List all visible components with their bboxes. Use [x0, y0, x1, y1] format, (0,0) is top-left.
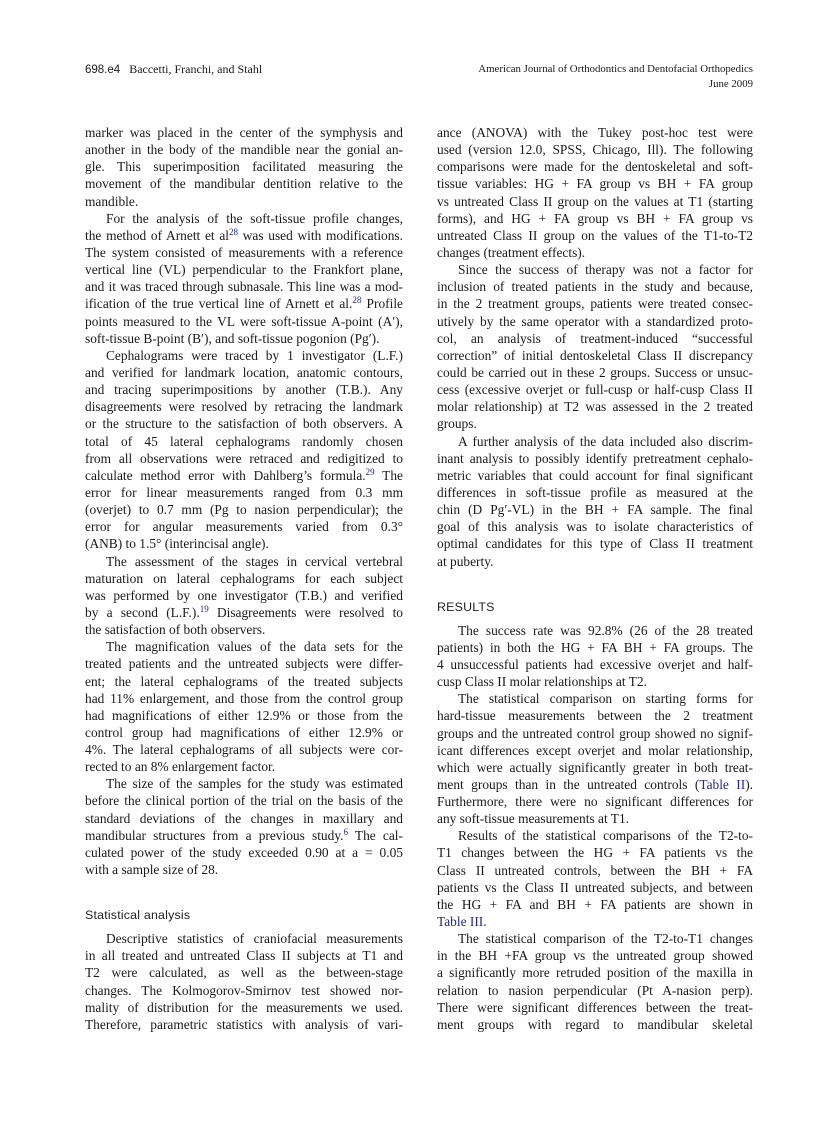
text-run: goal of this analysis was to isolate characteristics of	[437, 519, 753, 535]
text-run: molar relationship) at T2 was assessed in the 2 treated	[437, 399, 753, 415]
text-line	[85, 158, 403, 175]
text-run: comparisons were made for the dentoskeletal and soft-	[437, 159, 753, 175]
text-line	[85, 244, 403, 261]
text-run: marker was placed in the center of the symphysis and	[85, 125, 403, 140]
text-line	[437, 999, 753, 1016]
text-run: chin (D Pg′-VL) in the BH + FA sample. The final	[437, 502, 753, 518]
text-run: the method of Arnett et al	[85, 227, 230, 243]
text-line	[85, 964, 403, 981]
text-line	[85, 587, 403, 604]
text-run: col, an analysis of treatment-induced “successful	[437, 330, 753, 346]
text-run: error for angular measurements varied from 0.3°	[85, 519, 403, 535]
text-run: gle. This superimposition facilitated measuring the	[85, 159, 403, 175]
text-line	[437, 501, 753, 518]
text-run: or the structure to the satisfaction of both observers. A	[85, 416, 403, 432]
text-line	[85, 604, 403, 621]
text-run: 4 unsuccessful patients had excessive overjet and half-	[437, 656, 753, 672]
text-run: The cal-	[348, 827, 403, 843]
text-line	[85, 501, 403, 518]
text-run: which were actually significantly greater in both treat-	[437, 759, 753, 775]
text-line	[85, 758, 403, 775]
text-run: and verified for landmark location, anatomic contours,	[85, 364, 403, 380]
text-line	[437, 656, 753, 673]
text-line	[85, 999, 403, 1016]
text-run: T2 were calculated, as well as the between-stage	[85, 965, 403, 981]
text-run: rected to an 8% enlargement factor.	[85, 759, 276, 775]
text-run: Results of the statistical comparisons of the T2-to-	[458, 828, 753, 844]
text-run: 4%. The lateral cephalograms of all subjects were cor-	[85, 742, 403, 758]
text-run: could be carried out in these 2 groups. Success or unsuc-	[437, 364, 753, 380]
text-run: metric variables that could account for final significant	[437, 467, 753, 483]
text-line	[85, 570, 403, 587]
text-line	[437, 810, 753, 827]
text-run: error for linear measurements ranged from 0.3 mm	[85, 484, 403, 500]
text-run: optimal candidates for this type of Class II treatment	[437, 536, 753, 552]
text-line	[85, 707, 403, 724]
text-run: patients vs the Class II untreated subjects, and between	[437, 879, 753, 895]
text-run: Cephalograms were traced by 1 investigator (L.F.)	[106, 347, 403, 363]
text-run: was performed by one investigator (T.B.) and verified	[85, 587, 403, 603]
text-run: used (version 12.0, SPSS, Chicago, Ill). The following	[437, 142, 753, 158]
text-run: The statistical comparison of the T2-to-T1 changes	[458, 931, 753, 947]
text-run: mality of distribution for the measurements we used.	[85, 999, 403, 1015]
text-line	[437, 193, 753, 210]
text-line	[437, 141, 753, 158]
text-run: vertical line (VL) perpendicular to the Frankfort plane,	[85, 262, 403, 278]
text-run: mandible.	[85, 193, 139, 209]
text-line	[85, 381, 403, 398]
text-line	[437, 484, 753, 501]
text-run: Class II untreated controls, between the BH + FA	[437, 862, 753, 878]
text-run: inclusion of treated patients in the study and because,	[437, 279, 753, 295]
text-run: The magnification values of the data sets for the	[106, 639, 403, 655]
text-run: was used with modifications.	[238, 227, 403, 243]
text-line	[437, 295, 753, 312]
text-line	[85, 775, 403, 792]
text-line	[85, 535, 403, 552]
text-line	[437, 759, 753, 776]
text-run: from all observations were retraced and redigitized to	[85, 450, 403, 466]
page-number: 698.e4	[85, 64, 121, 76]
text-line	[437, 261, 753, 278]
text-line	[437, 707, 753, 724]
paragraph	[85, 124, 403, 878]
text-line	[85, 724, 403, 741]
text-run: with a sample size of 28.	[85, 862, 219, 878]
text-line	[437, 450, 753, 467]
text-run: and tracing superimpositions by another (T.B.). Any	[85, 382, 403, 398]
running-header-left	[85, 62, 262, 77]
text-line	[85, 347, 403, 364]
text-run: There were significant differences between the treat-	[437, 999, 753, 1015]
text-line	[437, 518, 753, 535]
text-line	[437, 673, 753, 690]
text-line	[85, 792, 403, 809]
text-line	[437, 415, 753, 432]
text-run: ).	[745, 776, 754, 792]
text-line	[437, 622, 753, 639]
text-line	[85, 655, 403, 672]
text-line	[85, 947, 403, 964]
text-line	[437, 982, 753, 999]
text-line	[437, 158, 753, 175]
text-run: any soft-tissue measurements at T1.	[437, 811, 630, 827]
text-run: vs untreated Class II group on the values at T1 (starting	[437, 193, 753, 209]
text-run: another in the body of the mandible near the gonial an-	[85, 142, 403, 158]
text-run: in the 2 treatment groups, patients were treated consec-	[437, 296, 753, 312]
text-run: changes. The Kolmogorov-Smirnov test showed nor-	[85, 982, 403, 998]
text-run: calculate method error with Dahlberg’s formula.	[85, 467, 366, 483]
text-line	[437, 313, 753, 330]
text-line	[85, 844, 403, 861]
table-link[interactable]: Table II	[699, 776, 746, 792]
paragraph	[437, 124, 753, 570]
text-run: Therefore, parametric statistics with analysis of vari-	[85, 1016, 403, 1032]
section-heading: RESULTS	[437, 599, 495, 614]
text-run: Profile	[361, 296, 403, 312]
text-line	[437, 398, 753, 415]
text-line	[437, 793, 753, 810]
text-line	[85, 1016, 403, 1033]
text-line	[85, 124, 403, 141]
text-run: in the BH +FA group vs the untreated group showed	[437, 948, 753, 964]
text-line	[85, 278, 403, 295]
text-run: Since the success of therapy was not a factor for	[458, 262, 753, 278]
text-line	[85, 175, 403, 192]
text-line	[85, 210, 403, 227]
text-run: cusp Class II molar relationships at T2.	[437, 674, 647, 690]
text-line	[85, 621, 403, 638]
text-run: movement of the mandibular dentition relative to the	[85, 176, 403, 192]
text-run: T1 changes between the HG + FA patients vs the	[437, 845, 753, 861]
text-line	[437, 742, 753, 759]
text-run: standard deviations of the changes in maxillary and	[85, 810, 403, 826]
text-run: cess (excessive overjet or full-cusp or half-cusp Class II	[437, 382, 753, 398]
text-line	[437, 690, 753, 707]
text-line	[437, 964, 753, 981]
text-run: relation to nasion perpendicular (Pt A-nasion perp).	[437, 982, 753, 998]
text-run: before the clinical portion of the trial on the basis of the	[85, 793, 403, 809]
text-run: Disagreements were resolved to	[208, 604, 403, 620]
text-run: a significantly more retruded position of the maxilla in	[437, 965, 753, 981]
running-header-right	[478, 62, 753, 92]
text-line	[437, 535, 753, 552]
text-line	[437, 844, 753, 861]
text-line	[85, 827, 403, 844]
text-run: patients) in both the HG + FA BH + FA groups. The	[437, 639, 753, 655]
text-run: .	[483, 914, 487, 930]
text-line	[437, 124, 753, 141]
journal-title: American Journal of Orthodontics and Dentofacial Orthopedics	[478, 63, 753, 75]
text-run: For the analysis of the soft-tissue profile changes,	[106, 210, 403, 226]
text-run: and it was traced through subnasale. This line was a mod-	[85, 279, 403, 295]
text-run: forms), and HG + FA group vs BH + FA group vs	[437, 210, 753, 226]
text-line	[85, 193, 403, 210]
text-line	[85, 741, 403, 758]
text-line	[437, 381, 753, 398]
text-run: maturation on lateral cephalograms for each subject	[85, 570, 403, 586]
text-line	[437, 244, 753, 261]
text-run: had magnifications of either 12.9% or those from the	[85, 707, 403, 723]
issue-date: June 2009	[708, 78, 753, 90]
text-run: by a second (L.F.).	[85, 604, 200, 620]
text-run: changes (treatment effects).	[437, 244, 586, 260]
text-run: ment groups than in the untreated controls (	[437, 776, 700, 792]
text-line	[437, 553, 753, 570]
section-heading: Statistical analysis	[85, 908, 191, 923]
text-run: had 11% enlargement, and those from the control group	[85, 690, 403, 706]
reference-link[interactable]: 19	[199, 603, 209, 614]
text-run: soft-tissue B-point (B′), and soft-tissue pogonion (Pg′).	[85, 330, 380, 346]
text-run: tissue variables: HG + FA group vs BH + FA group	[437, 176, 753, 192]
text-run: the satisfaction of both observers.	[85, 622, 266, 638]
text-line	[437, 330, 753, 347]
text-line	[85, 313, 403, 330]
text-line	[85, 518, 403, 535]
text-line	[437, 347, 753, 364]
paragraph	[85, 930, 403, 1033]
text-line	[437, 862, 753, 879]
text-run: at puberty.	[437, 553, 494, 569]
reference-link[interactable]: 6	[343, 826, 348, 837]
text-line	[85, 398, 403, 415]
text-run: A further analysis of the data included also discrim-	[458, 433, 753, 449]
text-run: The size of the samples for the study was estimated	[106, 776, 403, 792]
text-run: disagreements were resolved by retracing the landmark	[85, 399, 403, 415]
text-line	[437, 776, 753, 793]
text-run: The statistical comparison on starting forms for	[458, 691, 753, 707]
text-line	[85, 553, 403, 570]
text-line	[85, 861, 403, 878]
text-run: groups.	[437, 416, 477, 432]
text-line	[437, 879, 753, 896]
text-line	[85, 141, 403, 158]
text-line	[85, 673, 403, 690]
left-column	[85, 124, 403, 1033]
text-line	[437, 930, 753, 947]
reference-link[interactable]: 29	[365, 466, 375, 477]
text-line	[437, 227, 753, 244]
text-line	[85, 295, 403, 312]
table-link[interactable]: Table III	[437, 914, 484, 930]
reference-link[interactable]: 28	[229, 226, 239, 237]
running-authors: Baccetti, Franchi, and Stahl	[129, 62, 263, 76]
text-line	[437, 913, 753, 930]
text-line	[85, 930, 403, 947]
text-run: untreated Class II group on the values of the T1-to-T2	[437, 227, 753, 243]
text-line	[85, 227, 403, 244]
text-run: control group had magnifications of either 12.9% or	[85, 724, 403, 740]
text-run: The success rate was 92.8% (26 of the 28 treated	[458, 622, 753, 638]
text-line	[85, 484, 403, 501]
text-line	[437, 278, 753, 295]
text-line	[437, 175, 753, 192]
text-run: treated patients and the untreated subjects were differ-	[85, 656, 403, 672]
text-line	[437, 433, 753, 450]
text-line	[85, 467, 403, 484]
text-line	[437, 210, 753, 227]
text-run: Descriptive statistics of craniofacial measurements	[106, 931, 403, 947]
reference-link[interactable]: 28	[352, 295, 362, 306]
text-line	[85, 261, 403, 278]
text-line	[437, 1016, 753, 1033]
text-run: differences in soft-tissue profile as measured at the	[437, 484, 753, 500]
text-line	[85, 690, 403, 707]
text-line	[85, 638, 403, 655]
text-run: mandibular structures from a previous study.	[85, 827, 344, 843]
paragraph	[437, 622, 753, 1033]
text-run: ent; the lateral cephalograms of the treated subjects	[85, 673, 403, 689]
text-line	[85, 415, 403, 432]
text-line	[437, 896, 753, 913]
text-run: utively by the same operator with a standardized proto-	[437, 313, 753, 329]
text-line	[437, 725, 753, 742]
text-line	[85, 982, 403, 999]
text-run: Furthermore, there were no significant differences for	[437, 794, 753, 810]
text-line	[85, 330, 403, 347]
text-run: the HG + FA and BH + FA patients are shown in	[437, 896, 753, 912]
text-run: (ANB) to 1.5° (interincisal angle).	[85, 536, 269, 552]
text-run: in all treated and untreated Class II subjects at T1 and	[85, 948, 403, 964]
text-run: ification of the true vertical line of Arnett et al.	[85, 296, 353, 312]
text-line	[437, 467, 753, 484]
text-run: total of 45 lateral cephalograms randomly chosen	[85, 433, 403, 449]
text-run: points measured to the VL were soft-tissue A-point (A′),	[85, 313, 403, 329]
text-run: groups and the untreated control group showed no signif-	[437, 725, 753, 741]
text-run: (overjet) to 0.7 mm (Pg to nasion perpendicular); the	[85, 502, 403, 518]
text-run: correction” of initial dentoskeletal Class II discrepancy	[437, 347, 753, 363]
text-run: culated power of the study exceeded 0.90 at a = 0.05	[85, 844, 403, 860]
text-line	[437, 364, 753, 381]
text-line	[85, 810, 403, 827]
text-line	[437, 947, 753, 964]
text-run: inant analysis to possibly identify pretreatment cephalo-	[437, 450, 753, 466]
text-run: The assessment of the stages in cervical vertebral	[106, 553, 403, 569]
text-line	[85, 450, 403, 467]
text-line	[437, 639, 753, 656]
text-run: ment groups with regard to mandibular skeletal	[437, 1016, 753, 1032]
text-run: icant differences except overjet and molar relationship,	[437, 742, 753, 758]
text-run: ance (ANOVA) with the Tukey post-hoc test were	[437, 125, 753, 140]
text-run: The	[374, 467, 403, 483]
text-line	[85, 364, 403, 381]
text-line	[437, 827, 753, 844]
text-run: hard-tissue measurements between the 2 treatment	[437, 708, 753, 724]
text-run: The system consisted of measurements with a reference	[85, 244, 403, 260]
right-column	[437, 124, 753, 1033]
text-line	[85, 433, 403, 450]
